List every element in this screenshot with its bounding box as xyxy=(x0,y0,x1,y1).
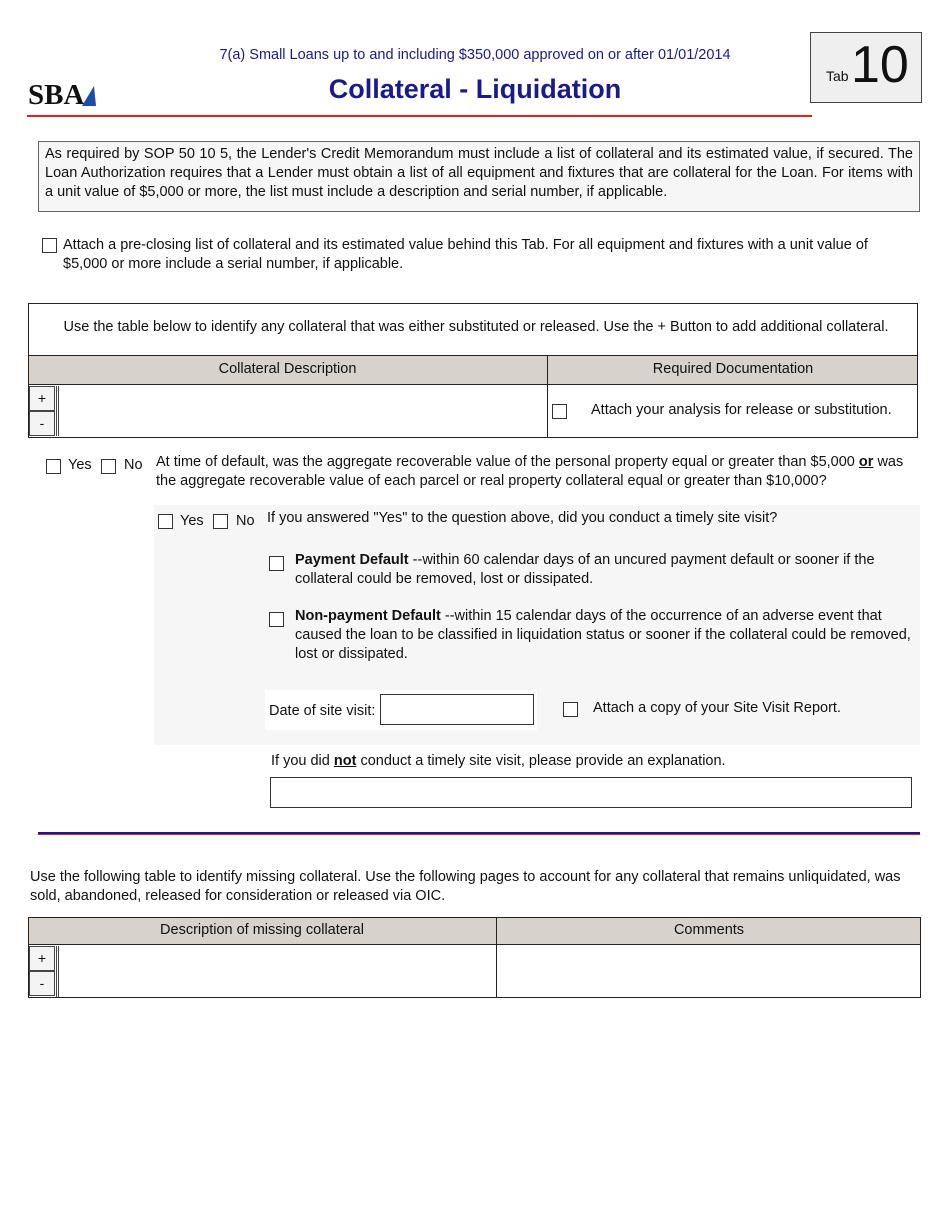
add-row-button[interactable]: + xyxy=(29,386,55,411)
site-visit-report-text: Attach a copy of your Site Visit Report. xyxy=(593,700,841,716)
default-no-label: No xyxy=(124,457,143,473)
nonpayment-default-text: Non-payment Default --within 15 calendar days of the occurrence of an adverse event that caused the loan to be classified in liquidation status or sooner if the collateral could be removed, lost or dissipated. xyxy=(295,608,911,662)
site-visit-question: If you answered "Yes" to the question above, did you conduct a timely site visit? xyxy=(267,510,778,526)
missing-collateral-intro: Use the following table to identify missing collateral. Use the following pages to account for any collateral that remains unliquidated, was sold, abandoned, released for consideration or released via OIC. xyxy=(30,869,901,904)
default-yes-label: Yes xyxy=(68,457,92,473)
remove-row-button[interactable]: - xyxy=(29,411,55,436)
site-visit-no-label: No xyxy=(236,513,255,529)
missing-description-input[interactable] xyxy=(56,946,495,997)
sba-logo xyxy=(28,78,98,108)
date-of-site-visit-input[interactable] xyxy=(380,694,534,725)
site-visit-report-checkbox[interactable] xyxy=(563,702,578,717)
default-no-checkbox[interactable] xyxy=(101,459,116,474)
attach-list-checkbox[interactable] xyxy=(42,238,57,253)
nonpayment-default-checkbox[interactable] xyxy=(269,612,284,627)
release-analysis-text: Attach your analysis for release or substitution. xyxy=(591,402,892,418)
section-divider xyxy=(38,832,920,835)
intro-box xyxy=(38,141,920,212)
collateral-description-input[interactable] xyxy=(56,386,546,436)
payment-default-checkbox[interactable] xyxy=(269,556,284,571)
col-header-comments: Comments xyxy=(673,922,745,938)
no-visit-explanation-prompt: If you did not conduct a timely site visit, please provide an explanation. xyxy=(271,753,726,769)
payment-default-text: Payment Default --within 60 calendar days of an uncured payment default or sooner if the collateral could be removed, lost or dissipated. xyxy=(295,552,875,587)
site-visit-yes-checkbox[interactable] xyxy=(158,514,173,529)
header-rule xyxy=(27,115,812,117)
release-analysis-checkbox[interactable] xyxy=(552,404,567,419)
attach-list-text: Attach a pre-closing list of collateral and its estimated value behind this Tab. For all equipment and fixtures with a unit value of $5,000 or more include a serial number, if applicable. xyxy=(63,237,868,272)
missing-comments-input[interactable] xyxy=(498,946,920,997)
explanation-input[interactable] xyxy=(270,777,912,808)
col-header-missing-description: Description of missing collateral xyxy=(160,922,364,938)
page-title: Collateral - Liquidation xyxy=(328,74,622,104)
default-yes-checkbox[interactable] xyxy=(46,459,61,474)
missing-add-row-button[interactable]: + xyxy=(29,946,55,971)
tab-box xyxy=(810,32,922,103)
collateral-table-instructions: Use the table below to identify any collateral that was either substituted or released. Use the + Button to add additional collateral. xyxy=(63,319,889,335)
col-header-required-documentation: Required Documentation xyxy=(652,361,814,377)
site-visit-yes-label: Yes xyxy=(180,513,204,529)
site-visit-no-checkbox[interactable] xyxy=(213,514,228,529)
missing-remove-row-button[interactable]: - xyxy=(29,971,55,996)
col-header-collateral-description: Collateral Description xyxy=(218,361,357,377)
form-subtitle: 7(a) Small Loans up to and including $350,000 approved on or after 01/01/2014 xyxy=(219,47,731,63)
tab-number: 10 xyxy=(851,36,909,94)
sba-logo-text: SBA xyxy=(28,79,85,108)
date-of-site-visit-label: Date of site visit: xyxy=(269,703,376,719)
tab-label: Tab xyxy=(826,68,849,84)
intro-text: As required by SOP 50 10 5, the Lender's Credit Memorandum must include a list of collateral and its estimated value, if secured. The Loan Authorization requires that a Lender must obtain a list of all equipment and fixtures that are collateral for the Loan. For items with a unit value of $5,000 or more, the list must include a description and serial number, if applicable. xyxy=(45,146,913,200)
default-question: At time of default, was the aggregate recoverable value of the personal property equal or greater than $5,000 or was the aggregate recoverable value of each parcel or real property collateral equal or greater than $10,000? xyxy=(156,454,904,489)
